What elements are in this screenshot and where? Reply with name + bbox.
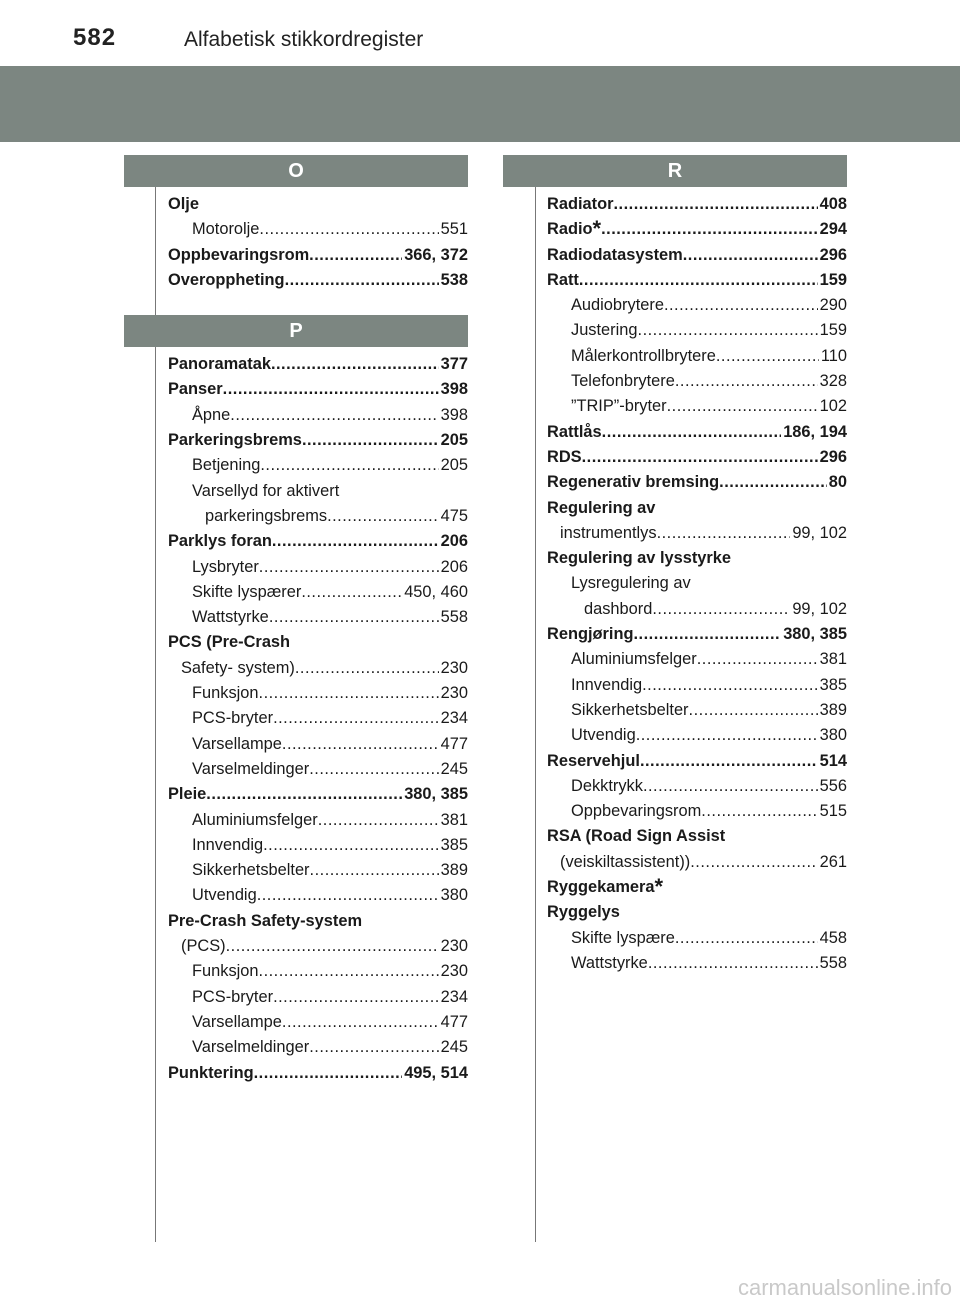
leader-dots [701,799,817,824]
entry-page: 558 [819,953,847,972]
entry-label: Punktering [168,1063,254,1082]
entry-label: Sikkerhetsbelter [192,861,310,880]
entry-page: 389 [440,861,468,880]
index-entry [547,647,847,672]
leader-dots [259,681,439,706]
entry-page: 296 [819,245,847,264]
leader-dots [257,883,439,908]
index-entry [547,951,847,976]
entry-label: Rengjøring [547,625,634,644]
index-entry [547,369,847,394]
index-entry: Radio * ..... 294 [547,217,847,242]
index-entry [168,732,468,757]
index-entry [547,749,847,774]
index-column-right [503,155,847,976]
entry-page: 80 [828,473,847,492]
entry-page: 495, 514 [404,1063,468,1082]
index-entry [168,377,468,402]
leader-dots [638,318,818,343]
entry-label: Overoppheting [168,270,285,289]
leader-dots [259,959,439,984]
leader-dots [259,555,439,580]
entry-page: 538 [440,270,468,289]
leader-dots [295,656,439,681]
index-entry [547,293,847,318]
index-entry [547,571,847,596]
entry-label: (PCS) [181,937,226,956]
entry-page: 102 [819,397,847,416]
entry-label: Lysregulering av [571,574,691,593]
index-entry: Ryggekamera * [547,874,664,900]
entry-page: 450, 460 [404,582,468,601]
leader-dots [642,673,818,698]
entry-page: 398 [440,380,468,399]
leader-dots [269,605,439,630]
entry-label: Varselmeldinger [192,759,310,778]
leader-dots [636,723,818,748]
index-entry [547,420,847,445]
entry-label: PCS-bryter [192,987,274,1006]
index-entry [168,580,468,605]
leader-dots [683,243,818,268]
index-entry [168,782,468,807]
entry-page: 366, 372 [404,245,468,264]
entry-label: dashbord [584,599,653,618]
index-entry [547,774,847,799]
index-entry [168,630,468,655]
entry-page: 110 [820,346,847,365]
entry-page: 381 [819,650,847,669]
entry-label: Målerkontrollbrytere [571,346,716,365]
index-entry [168,1061,468,1086]
index-entry [547,496,847,521]
entry-page: 234 [440,987,468,1006]
entry-page: 159 [819,321,847,340]
index-entry [168,934,468,959]
leader-dots [719,470,827,495]
leader-dots [301,580,402,605]
letter-bar-o: O [124,155,468,187]
index-entry [168,883,468,908]
leader-dots [602,420,782,445]
entry-label: Betjening [192,456,261,475]
entry-label: Aluminiumsfelger [571,650,697,669]
entry-label: Panoramatak [168,355,271,374]
letter-bar-p: P [124,315,468,347]
index-entry [547,521,847,546]
index-entry [547,622,847,647]
entry-label: Varsellampe [192,734,282,753]
entry-page: 245 [440,759,468,778]
entry-label: Regenerativ bremsing [547,473,720,492]
entry-label: Pre-Crash Safety-system [168,911,363,930]
entry-page: 380 [819,726,847,745]
leader-dots [601,217,818,242]
leader-dots [716,344,819,369]
entry-label: Regulering av [547,498,656,517]
index-entry [168,555,468,580]
index-entry [168,453,468,478]
entry-label: Sikkerhetsbelter [571,700,689,719]
entry-label: Telefonbrytere [571,372,675,391]
entry-label: Ryggelys [547,903,620,922]
leader-dots [302,428,439,453]
leader-dots [652,597,790,622]
index-entry [547,698,847,723]
entry-label: Funksjon [192,962,259,981]
entry-label: Funksjon [192,684,259,703]
leader-dots [690,850,817,875]
entry-page: 230 [440,962,468,981]
index-entry [168,352,468,377]
entry-label: PCS (Pre-Crash [168,633,291,652]
leader-dots [643,774,818,799]
entry-page: 206 [440,557,468,576]
index-entry [168,858,468,883]
index-entry [547,673,847,698]
entry-page: 477 [440,1012,468,1031]
entry-page: 230 [440,658,468,677]
index-entry [168,681,468,706]
leader-dots [582,445,818,470]
entry-page: 296 [819,447,847,466]
entry-label: Panser [168,380,223,399]
entry-page: 475 [440,506,468,525]
leader-dots [579,268,818,293]
index-entry [168,403,468,428]
leader-dots [310,858,439,883]
index-entry [168,529,468,554]
index-entry [168,479,468,504]
entry-label: Radiodatasystem [547,245,683,264]
leader-dots [260,453,438,478]
entry-label: Oppbevaringsrom [571,802,702,821]
index-entry [168,268,468,293]
index-entry [547,268,847,293]
index-entry [547,723,847,748]
entry-label: Parkeringsbrems [168,431,302,450]
index-entry [547,824,847,849]
index-entry [547,445,847,470]
index-entry [547,318,847,343]
entry-label: Safety- system) [181,658,295,677]
entry-label: Skifte lyspære [571,928,675,947]
leader-dots [263,833,439,858]
entry-page: 380 [440,886,468,905]
leader-dots [640,749,818,774]
index-entry [547,192,847,217]
entry-label: Justering [571,321,638,340]
header-band [0,66,960,142]
index-entry [547,850,847,875]
index-entry [168,808,468,833]
entry-label: PCS-bryter [192,709,274,728]
letter-bar-r: R [503,155,847,187]
entry-page: 205 [440,431,468,450]
index-entry [168,706,468,731]
entry-page: 328 [819,372,847,391]
index-entry [547,799,847,824]
leader-dots [309,757,438,782]
index-entry [547,344,847,369]
entry-label: Regulering av lysstyrke [547,549,732,568]
page-title: Alfabetisk stikkordregister [184,28,424,51]
leader-dots [667,394,818,419]
entry-label: Skifte lyspærer [192,582,302,601]
leader-dots [285,268,439,293]
entry-page: 205 [440,456,468,475]
index-entry [168,1010,468,1035]
leader-dots [272,529,439,554]
index-entry [168,959,468,984]
entries-o [124,187,468,293]
leader-dots [226,934,439,959]
index-entry [547,394,847,419]
index-entry [168,656,468,681]
index-entry [547,926,847,951]
entry-label: Innvendig [192,835,264,854]
entry-page: 159 [819,270,847,289]
entry-page: 398 [440,405,468,424]
index-column-left [124,155,468,1086]
index-entry [168,757,468,782]
index-entry [168,985,468,1010]
leader-dots [254,1061,403,1086]
entry-page: 556 [819,776,847,795]
index-entry [168,504,468,529]
entry-page: 385 [819,675,847,694]
entry-label: Utvendig [192,886,257,905]
entry-page: 551 [440,220,468,239]
leader-dots [273,706,439,731]
entry-label: Innvendig [571,675,643,694]
entry-label: Wattstyrke [192,608,269,627]
index-entry [547,470,847,495]
entry-page: 558 [440,608,468,627]
entry-label: Rattlås [547,422,602,441]
entry-page: 230 [440,937,468,956]
leader-dots [664,293,818,318]
entry-label: Utvendig [571,726,636,745]
index-entry [168,243,468,268]
entry-label: Dekktrykk [571,776,643,795]
entry-label: RSA (Road Sign Assist [547,827,726,846]
leader-dots [206,782,402,807]
leader-dots [230,403,438,428]
entry-page: 290 [819,296,847,315]
entry-label: RDS [547,447,582,466]
entry-page: 234 [440,709,468,728]
entry-label: Radiator [547,195,614,213]
entry-label: Varselmeldinger [192,1038,310,1057]
entry-page: 99, 102 [792,599,847,618]
entry-page: 186, 194 [783,422,847,441]
leader-dots [689,698,818,723]
leader-dots [657,521,791,546]
entry-page: 245 [440,1038,468,1057]
leader-dots [259,217,438,242]
leader-dots [282,732,439,757]
entry-label: Varsellyd for aktivert [192,481,340,500]
entry-label: (veiskiltassistent)) [560,852,691,871]
leader-dots [675,926,818,951]
leader-dots [675,369,818,394]
entry-label: Motorolje [192,220,260,239]
entry-page: 377 [440,355,468,374]
entry-page: 380, 385 [783,625,847,644]
leader-dots [271,352,439,377]
entry-label: Olje [168,195,199,213]
watermark: carmanualsonline.info [737,1275,952,1300]
entry-label: Radio [547,220,593,239]
entries-r [503,187,847,976]
entry-label: Audiobrytere [571,296,664,315]
entry-page: 385 [440,835,468,854]
leader-dots [648,951,818,976]
entry-page: 206 [440,532,468,551]
page-number: 582 [73,24,117,51]
leader-dots [309,1035,438,1060]
entry-page: 230 [440,684,468,703]
entry-label: Varsellampe [192,1012,282,1031]
entry-page: 477 [440,734,468,753]
index-entry [168,192,468,217]
index-entry [547,597,847,622]
index-entry [547,546,847,571]
index-entry [168,428,468,453]
entry-page: 294 [819,220,847,239]
leader-dots [318,808,439,833]
entries-p [124,347,468,1086]
leader-dots [273,985,439,1010]
entry-label: Parklys foran [168,532,272,551]
entry-page: 515 [819,802,847,821]
entry-page: 99, 102 [792,523,847,542]
leader-dots [309,243,402,268]
index-entry [168,909,468,934]
index-entry [547,243,847,268]
entry-page: 458 [819,928,847,947]
entry-page: 389 [819,700,847,719]
entry-label: Åpne [192,405,231,424]
entry-page: 261 [819,852,847,871]
leader-dots [613,192,817,217]
leader-dots [282,1010,439,1035]
leader-dots [327,504,439,529]
entry-label: parkeringsbrems [205,506,328,525]
entry-label: Wattstyrke [571,953,648,972]
entry-page: 514 [819,751,847,770]
entry-label: instrumentlys [560,523,657,542]
entry-label: Oppbevaringsrom [168,245,310,264]
index-entry [168,833,468,858]
entry-page: 408 [819,195,847,213]
index-entry [168,605,468,630]
index-entry [168,217,468,242]
leader-dots [223,377,439,402]
leader-dots [634,622,782,647]
entry-label: Aluminiumsfelger [192,810,318,829]
index-entry [168,1035,468,1060]
entry-label: ”TRIP”-bryter [571,397,667,416]
entry-page: 380, 385 [404,785,468,804]
index-entry [547,900,847,925]
entry-page: 381 [440,810,468,829]
leader-dots [697,647,818,672]
entry-label: Ryggekamera [547,878,655,897]
entry-label: Ratt [547,270,579,289]
entry-label: Pleie [168,785,207,804]
entry-label: Reservehjul [547,751,640,770]
entry-label: Lysbryter [192,557,259,576]
